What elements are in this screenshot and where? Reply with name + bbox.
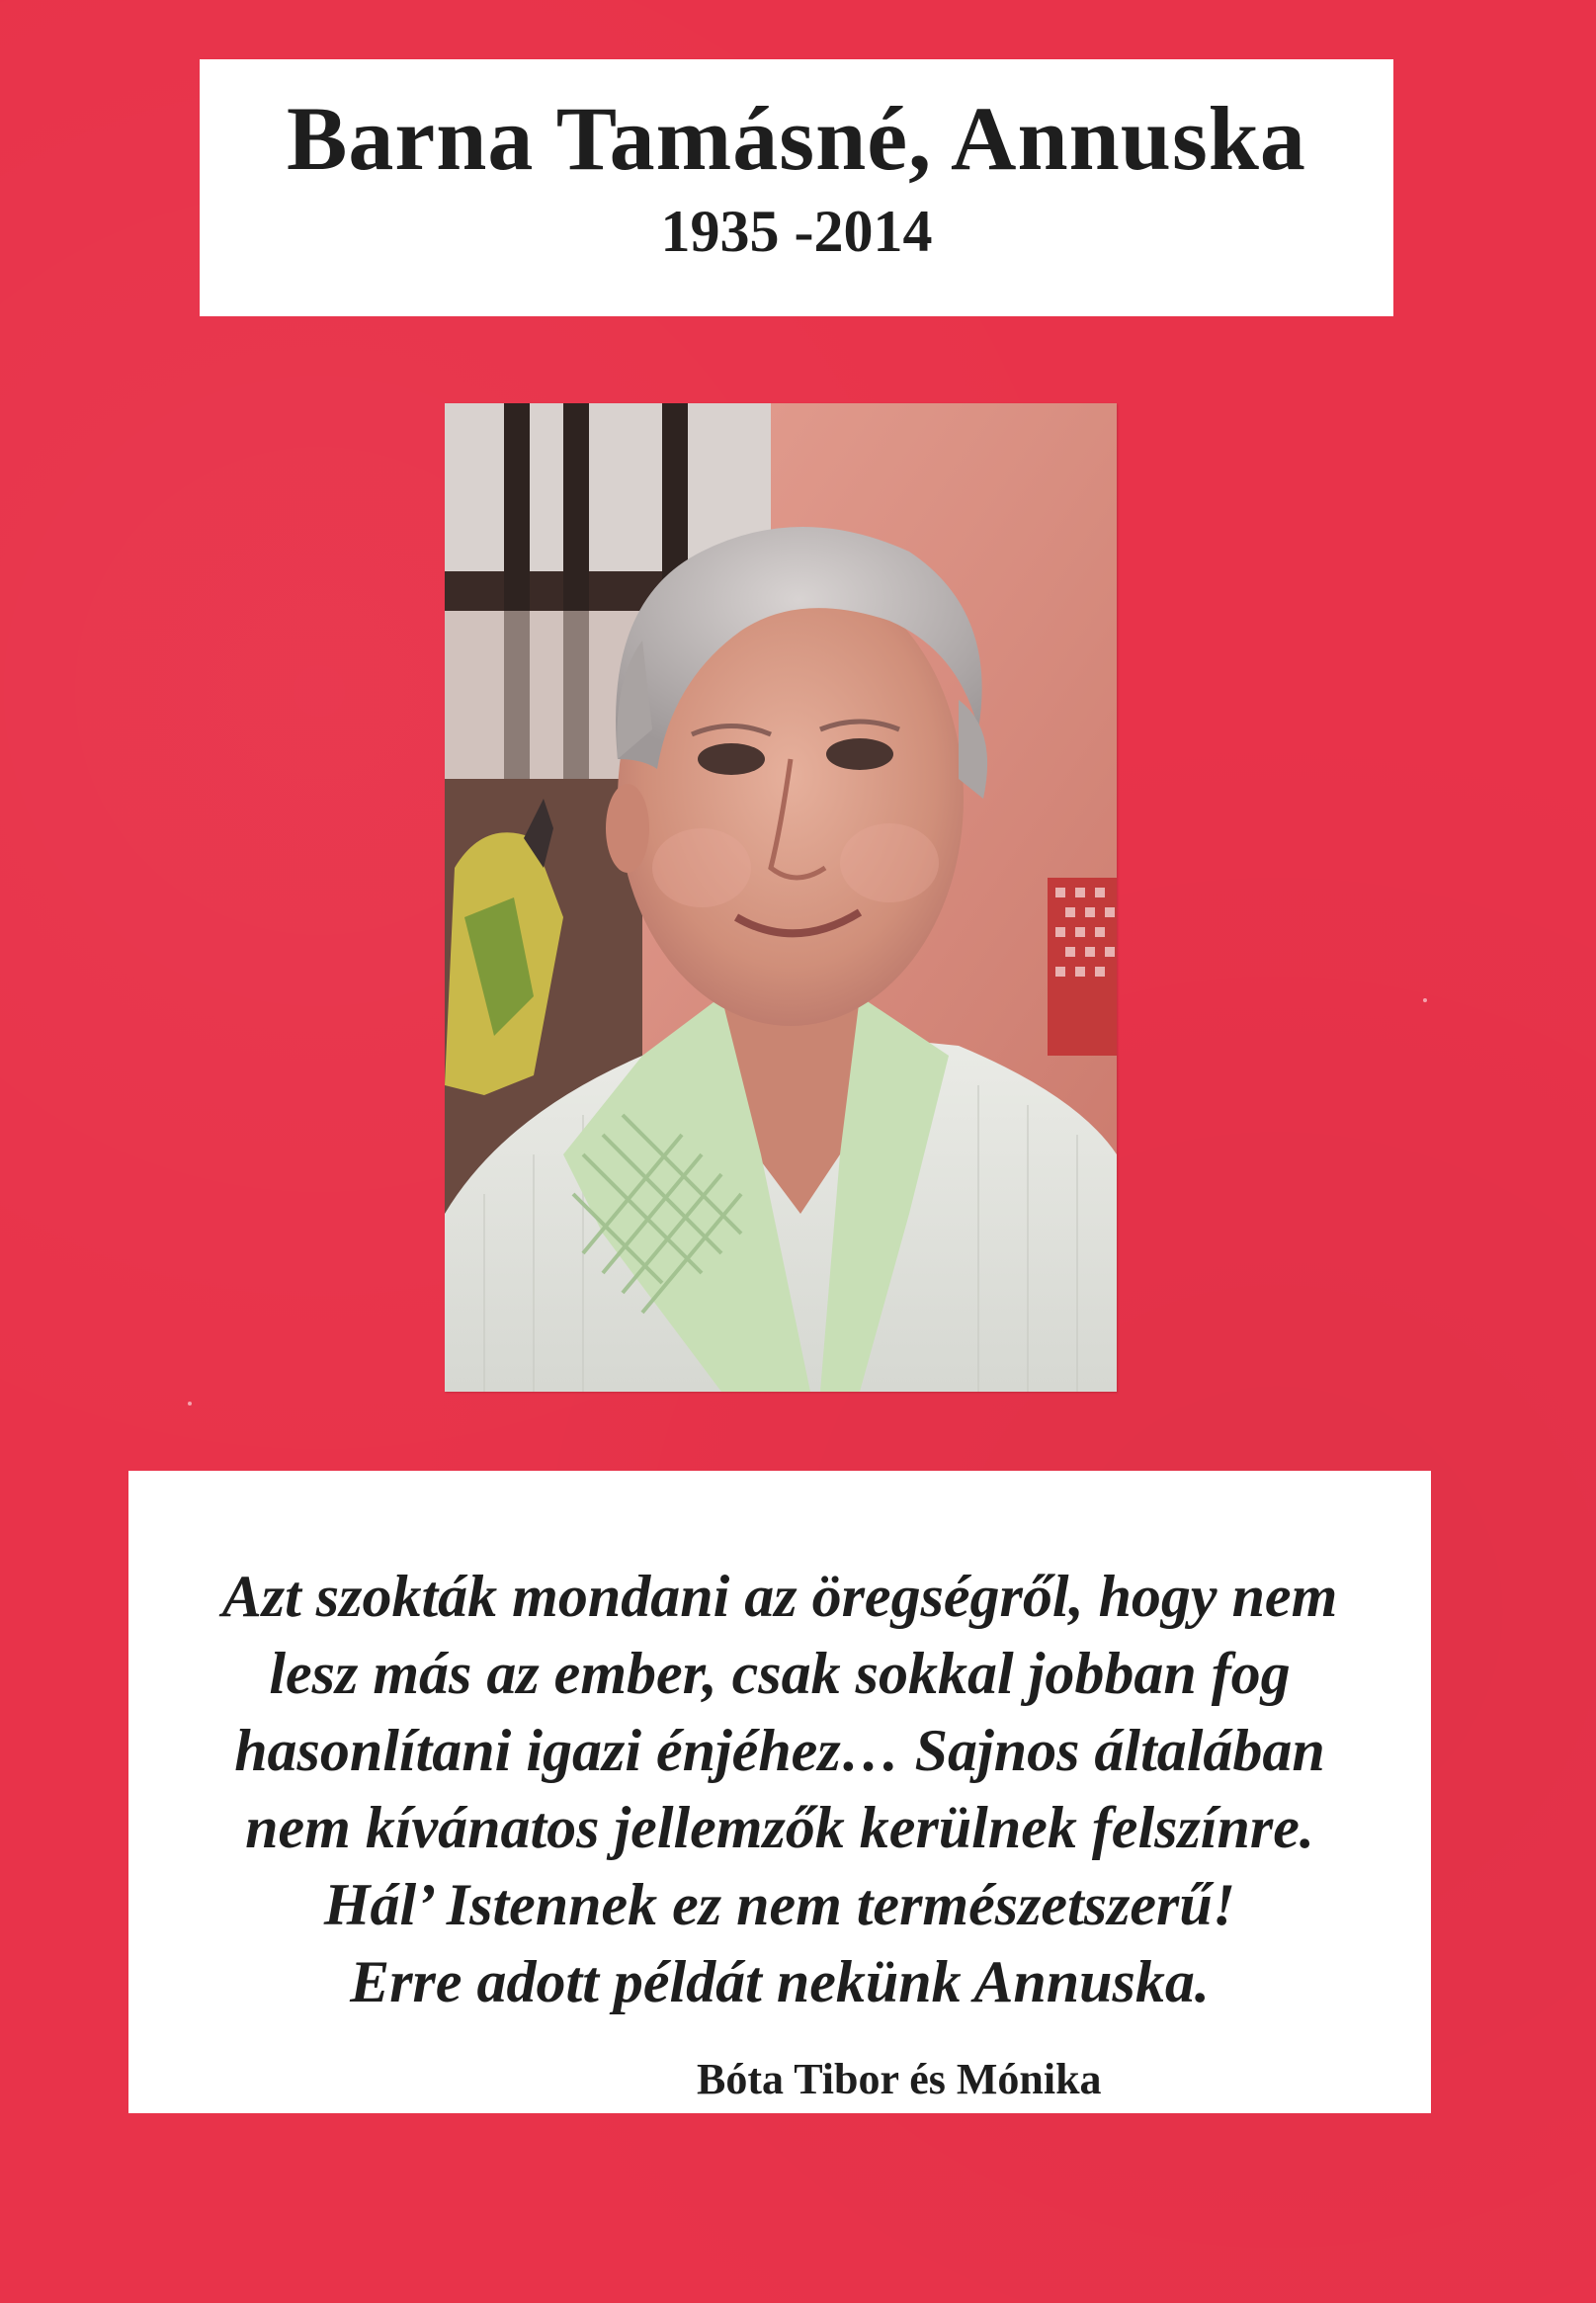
- scan-speck: [188, 1402, 192, 1406]
- portrait-photo-icon: [445, 403, 1117, 1392]
- quote-line: Hál’ Istennek ez nem természetszerű!: [323, 1872, 1236, 1937]
- quote-line: hasonlítani igazi énjéhez… Sajnos általában: [234, 1718, 1325, 1783]
- signature: Bóta Tibor és Mónika: [697, 2055, 1102, 2103]
- portrait-photo: [445, 403, 1117, 1392]
- title-card: [200, 59, 1393, 316]
- quote-line: Erre adott példát nekünk Annuska.: [350, 1949, 1210, 2014]
- quote-line: lesz más az ember, csak sokkal jobban fog: [269, 1641, 1291, 1706]
- quote-line: nem kívánatos jellemzők kerülnek felszínre.: [245, 1795, 1314, 1860]
- person-name: Barna Tamásné, Annuska: [287, 88, 1306, 189]
- scan-speck: [1423, 998, 1427, 1002]
- quote-line: Azt szokták mondani az öregségről, hogy nem: [221, 1564, 1338, 1629]
- quote-card: [128, 1471, 1431, 2113]
- life-dates: 1935 -2014: [660, 199, 933, 264]
